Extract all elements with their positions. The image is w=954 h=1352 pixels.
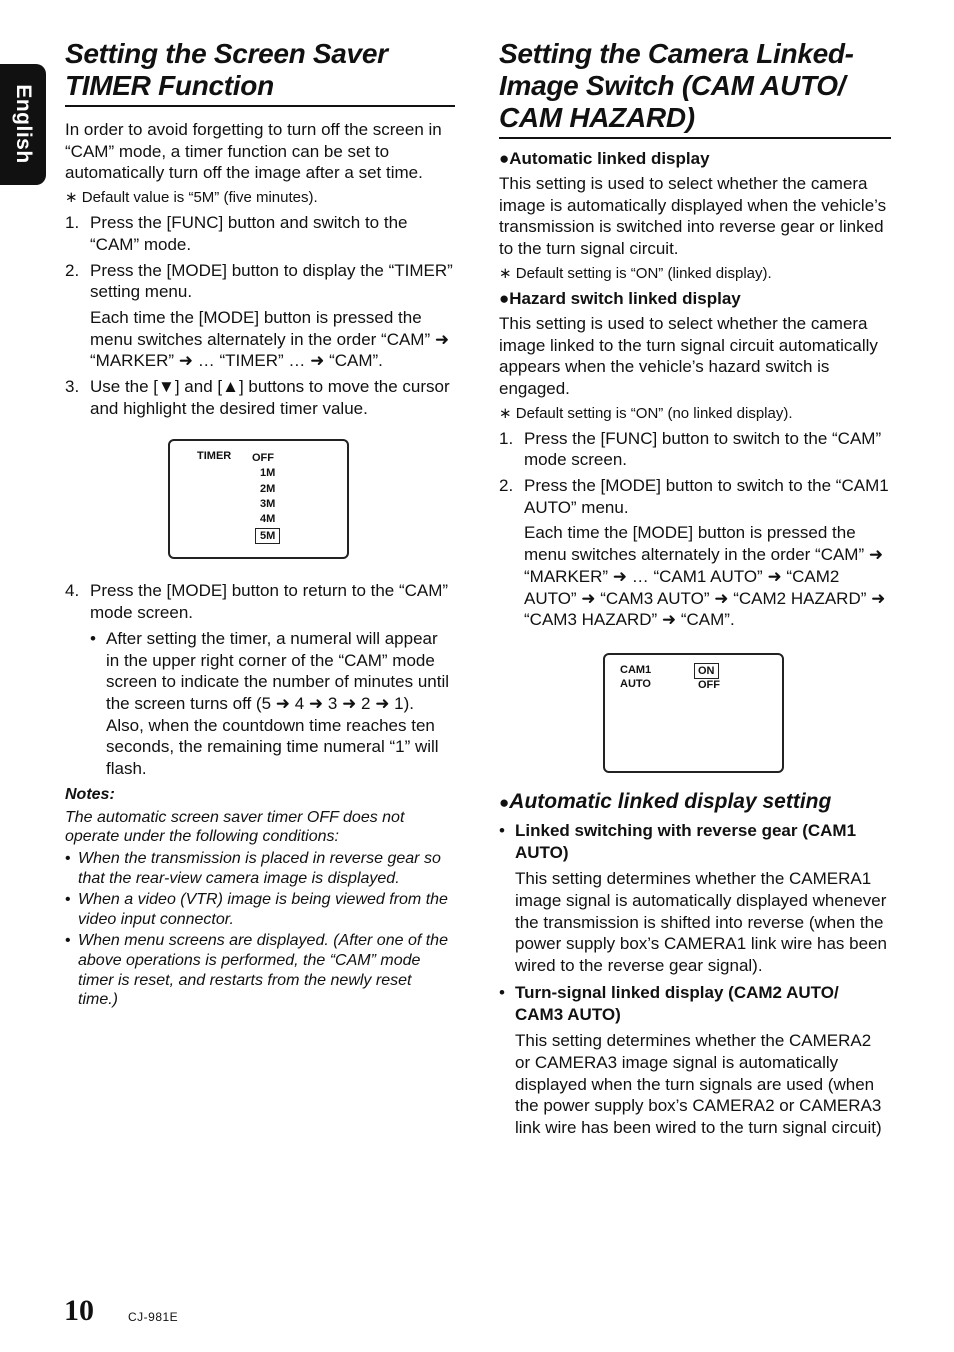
camera-step-1-text: Press the [FUNC] button to switch to the “CAM” mode screen.: [524, 428, 882, 470]
camera-step-2-extra: Each time the [MODE] button is pressed the menu switches alternately in the order “CAM” ➜ “MARKER” ➜ … “CAM1 AUTO” ➜ “CAM2 AUTO” ➜ “CAM3 AUTO” ➜ “CAM2 HAZARD” ➜ “CAM3 HAZARD” ➜ “CAM”.: [524, 523, 886, 630]
setting-item-title: • Linked switching with reverse gear (CAM1 AUTO): [515, 820, 857, 862]
hazard-linked-default: ∗ Default setting is “ON” (no linked display).: [499, 404, 793, 422]
cam-screen-illustration: [603, 653, 784, 773]
setting-item: [499, 982, 891, 1139]
cam-screen-label-2: AUTO: [620, 677, 651, 690]
timer-intro: In order to avoid forgetting to turn off the screen in “CAM” mode, a timer function can be set to automatically turn off the image after a set time.: [65, 120, 442, 183]
auto-linked-setting-heading: ●Automatic linked display setting: [499, 789, 832, 813]
model-number: CJ-981E: [128, 1310, 179, 1324]
timer-section-title: Setting the Screen Saver TIMER Function: [65, 38, 455, 107]
notes-heading: Notes:: [65, 785, 115, 803]
note-item: • When menu screens are displayed. (After one of the above operations is performed, the “CAM” mode timer is reset, and restarts from the newly reset time.): [65, 931, 455, 1009]
camera-steps: [499, 428, 891, 631]
timer-option-4m: 4M: [260, 513, 276, 526]
timer-option-1m: 1M: [260, 467, 276, 480]
hazard-linked-heading: ●Hazard switch linked display: [499, 288, 741, 308]
timer-screen-label: TIMER: [197, 450, 232, 463]
timer-step-1: 1. Press the [FUNC] button and switch to the “CAM” mode.: [65, 213, 408, 254]
timer-option-3m: 3M: [260, 498, 276, 511]
page-number: 10: [64, 1294, 94, 1327]
cam-option-on-selected: ON: [694, 663, 719, 679]
cam-screen-label-1: CAM1: [620, 663, 652, 676]
timer-option-off: OFF: [252, 452, 274, 465]
setting-item-title: • Turn-signal linked display (CAM2 AUTO/ CAM3 AUTO): [515, 982, 839, 1024]
left-column: [65, 38, 455, 1012]
setting-item-text: This setting determines whether the CAMERA1 image signal is automatically displayed whenever the transmission is shifted into reverse (when the power supply box’s CAMERA1 link wire has been wired to the reverse gear signal).: [515, 869, 887, 976]
timer-steps-continued: [65, 580, 455, 779]
timer-step-2-extra: Each time the [MODE] button is pressed the menu switches alternately in the order “CAM” ➜ “MARKER” ➜ … “TIMER” … ➜ “CAM”.: [90, 307, 450, 371]
timer-steps: [65, 212, 455, 419]
note-item: • When a video (VTR) image is being viewed from the video input connector.: [65, 890, 455, 929]
timer-step-4-bullet: • After setting the timer, a numeral will appear in the upper right corner of the “CAM” mode screen to indicate the number of minutes until the screen turns off (5 ➜ 4 ➜ 3 ➜ 2 ➜ 1). Also, when the countdown time reaches ten seconds, the remaining time numeral “1” will flash.: [90, 628, 455, 780]
timer-notes: [65, 786, 455, 1010]
timer-screen-illustration: [168, 439, 349, 559]
auto-linked-setting-section: [499, 789, 891, 1139]
right-column: [499, 38, 891, 1144]
timer-step-4: 4. Press the [MODE] button to return to the “CAM” mode screen. • After setting the timer, a numeral will appear in the upper right corner of the “CAM” mode screen to indicate the number of minutes until the screen turns off (5 ➜ 4 ➜ 3 ➜ 2 ➜ 1). Also, when the countdown time reaches ten seconds, the remaining time numeral “1” will flash.: [65, 580, 455, 779]
timer-default-note: ∗ Default value is “5M” (five minutes).: [65, 189, 318, 207]
timer-step-3: 3. Use the [▼] and [▲] buttons to move the cursor and highlight the desired timer value.: [65, 377, 450, 418]
camera-step-1: 1. Press the [FUNC] button to switch to the “CAM” mode screen.: [499, 428, 882, 470]
note-item: • When the transmission is placed in reverse gear so that the rear-view camera image is displayed.: [65, 849, 455, 888]
timer-option-5m-selected: 5M: [255, 528, 280, 544]
camera-step-2: 2. Press the [MODE] button to switch to the “CAM1 AUTO” menu. Each time the [MODE] button is pressed the menu switches alternately in the order “CAM” ➜ “MARKER” ➜ … “CAM1 AUTO” ➜ “CAM2 AUTO” ➜ “CAM3 AUTO” ➜ “CAM2 HAZARD” ➜ “CAM3 HAZARD” ➜ “CAM”.: [499, 475, 891, 631]
timer-step-2: 2. Press the [MODE] button to display the “TIMER” setting menu. Each time the [MODE] button is pressed the menu switches alternately in the order “CAM” ➜ “MARKER” ➜ … “TIMER” … ➜ “CAM”.: [65, 260, 455, 373]
setting-item-text: This setting determines whether the CAMERA2 or CAMERA3 image signal is automatically displayed when the turn signals are used (when the power supply box’s CAMERA2 or CAMERA3 link wire has been wired to the turn signal circuit): [515, 1031, 882, 1138]
cam-option-off: OFF: [698, 678, 720, 691]
timer-step-4-bullets: [90, 628, 455, 780]
camera-step-2-text: Press the [MODE] button to switch to the “CAM1 AUTO” menu.: [524, 476, 889, 517]
timer-step-2-text: Press the [MODE] button to display the “TIMER” setting menu.: [90, 260, 453, 302]
timer-option-2m: 2M: [260, 483, 276, 496]
auto-linked-heading: ●Automatic linked display: [499, 149, 710, 168]
timer-step-1-text: Press the [FUNC] button and switch to the “CAM” mode.: [90, 213, 408, 254]
language-tab-label: English: [12, 84, 35, 164]
notes-intro: The automatic screen saver timer OFF does not operate under the following conditions:: [65, 808, 405, 846]
auto-linked-default: ∗ Default setting is “ON” (linked display).: [499, 264, 772, 282]
camera-section-title: Setting the Camera Linked-Image Switch (CAM AUTO/ CAM HAZARD): [499, 38, 891, 139]
setting-item: [499, 820, 891, 977]
timer-step-3-text: Use the [▼] and [▲] buttons to move the cursor and highlight the desired timer value.: [90, 377, 450, 418]
hazard-linked-text: This setting is used to select whether the camera image linked to the turn signal circuit automatically appears when the vehicle’s hazard switch is engaged.: [499, 313, 878, 398]
timer-step-4-text: Press the [MODE] button to return to the “CAM” mode screen.: [90, 581, 449, 623]
auto-linked-text: This setting is used to select whether the camera image is automatically displayed when the vehicle’s transmission is switched into reverse gear or linked to the turn signal circuit.: [499, 174, 887, 259]
language-tab: [0, 64, 46, 185]
